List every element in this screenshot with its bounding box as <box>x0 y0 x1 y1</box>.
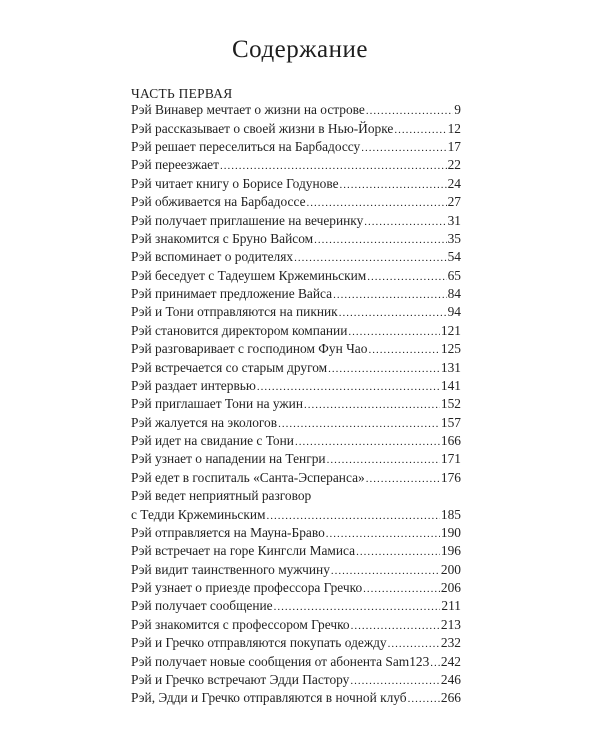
dot-leader <box>350 671 440 684</box>
toc-entry <box>131 579 461 597</box>
toc-entry-page: 54 <box>447 249 461 265</box>
toc-entry <box>131 359 461 377</box>
toc-entry-page: 84 <box>447 286 461 302</box>
toc-entry-page: 22 <box>447 157 461 173</box>
toc-entry-page: 242 <box>440 653 461 669</box>
toc-entry <box>131 377 461 395</box>
toc-entry-page: 157 <box>440 414 461 430</box>
toc-entry-page: 176 <box>440 469 461 485</box>
dot-leader <box>394 120 446 133</box>
toc-entry <box>131 561 461 579</box>
dot-leader <box>333 285 447 298</box>
toc-entry-page: 232 <box>440 635 461 651</box>
toc-entry-title: Рэй едет в госпиталь «Санта-Эсперанса» <box>131 469 365 485</box>
dot-leader <box>356 542 440 555</box>
dot-leader <box>326 524 440 537</box>
toc-entry-page: 121 <box>440 322 461 338</box>
toc-entry <box>131 340 461 358</box>
toc-entry-page: 196 <box>440 543 461 559</box>
toc-entry-page: 125 <box>440 341 461 357</box>
toc-entry <box>131 212 461 230</box>
dot-leader <box>339 303 447 316</box>
dot-leader <box>274 597 441 610</box>
toc-entry-title: Рэй вспоминает о родителях <box>131 249 294 265</box>
dot-leader <box>295 432 440 445</box>
toc-entry-title: Рэй получает сообщение <box>131 598 273 614</box>
toc-entry <box>131 469 461 487</box>
dot-leader <box>327 450 440 463</box>
toc-entry-page: 266 <box>440 690 461 706</box>
toc-entry <box>131 597 461 615</box>
toc-entry-title: Рэй знакомится с Бруно Вайсом <box>131 230 314 246</box>
toc-entry-page: 141 <box>440 377 461 393</box>
dot-leader <box>304 395 440 408</box>
dot-leader <box>257 377 440 390</box>
toc-entry <box>131 303 461 321</box>
table-of-contents <box>131 83 461 708</box>
toc-entry-title: Рэй и Тони отправляются на пикник <box>131 304 338 320</box>
toc-entry-page: 31 <box>447 212 461 228</box>
page-title: Содержание <box>232 36 368 63</box>
dot-leader <box>267 506 440 519</box>
toc-entry <box>131 689 461 707</box>
dot-leader <box>307 193 447 206</box>
toc-entry-title: Рэй приглашает Тони на ужин <box>131 396 304 412</box>
toc-entry-title: Рэй рассказывает о своей жизни в Нью-Йорке <box>131 120 394 136</box>
dot-leader <box>366 101 453 114</box>
dot-leader <box>348 322 440 335</box>
dot-leader <box>367 267 446 280</box>
dot-leader <box>366 469 440 482</box>
toc-entry-title: Рэй жалуется на экологов <box>131 414 278 430</box>
toc-entry-page: 190 <box>440 524 461 540</box>
toc-entry <box>131 414 461 432</box>
toc-entry-page: 65 <box>447 267 461 283</box>
toc-entry-title: Рэй переезжает <box>131 157 219 173</box>
toc-entry-page: 211 <box>441 598 461 614</box>
toc-entry-title: Рэй встречает на горе Кингсли Мамиса <box>131 543 356 559</box>
toc-entry-title: Рэй разговаривает с господином Фун Чао <box>131 341 368 357</box>
dot-leader <box>220 156 447 169</box>
toc-entry-title: Рэй решает переселиться на Барбадоссу <box>131 139 361 155</box>
toc-entry-title: Рэй, Эдди и Гречко отправляются в ночной клуб <box>131 690 407 706</box>
dot-leader <box>278 414 440 427</box>
toc-entry <box>131 193 461 211</box>
toc-entry-title: Рэй узнает о нападении на Тенгри <box>131 451 326 467</box>
toc-entry <box>131 395 461 413</box>
dot-leader <box>294 248 447 261</box>
toc-entry-title: Рэй знакомится с профессором Гречко <box>131 616 350 632</box>
toc-entry <box>131 267 461 285</box>
toc-entries <box>131 101 461 707</box>
toc-entry <box>131 671 461 689</box>
dot-leader <box>351 616 440 629</box>
dot-leader <box>388 634 440 647</box>
toc-entry-page: 27 <box>447 194 461 210</box>
dot-leader <box>314 230 446 243</box>
toc-entry-page: 200 <box>440 561 461 577</box>
dot-leader <box>408 689 440 702</box>
toc-entry <box>131 120 461 138</box>
toc-entry-title: Рэй получает приглашение на вечеринку <box>131 212 364 228</box>
toc-entry <box>131 322 461 340</box>
toc-entry-title: Рэй читает книгу о Борисе Годунове <box>131 175 339 191</box>
toc-entry <box>131 616 461 634</box>
toc-entry-title: Рэй встречается со старым другом <box>131 359 328 375</box>
dot-leader <box>331 561 440 574</box>
dot-leader <box>364 212 446 225</box>
toc-entry <box>131 506 461 524</box>
toc-entry <box>131 542 461 560</box>
toc-entry-page: 17 <box>447 139 461 155</box>
toc-entry <box>131 248 461 266</box>
toc-entry <box>131 432 461 450</box>
dot-leader <box>430 653 440 666</box>
toc-entry-page: 206 <box>440 580 461 596</box>
toc-entry <box>131 156 461 174</box>
toc-entry <box>131 524 461 542</box>
dot-leader <box>328 359 440 372</box>
toc-entry <box>131 285 461 303</box>
toc-entry-page: 171 <box>440 451 461 467</box>
dot-leader <box>363 579 440 592</box>
toc-entry-title: Рэй беседует с Тадеушем Кржеминьским <box>131 267 367 283</box>
toc-entry-page: 24 <box>447 175 461 191</box>
toc-entry-title: Рэй видит таинственного мужчину <box>131 561 330 577</box>
toc-entry-title: Рэй Винавер мечтает о жизни на острове <box>131 102 365 118</box>
toc-entry-title: Рэй раздает интервью <box>131 377 256 393</box>
toc-entry-page: 166 <box>440 433 461 449</box>
toc-entry-title: Рэй и Гречко отправляются покупать одежду <box>131 635 387 651</box>
toc-entry-title: Рэй отправляется на Мауна-Браво <box>131 524 325 540</box>
toc-entry-title: Рэй обживается на Барбадоссе <box>131 194 306 210</box>
toc-entry-page: 9 <box>454 102 461 118</box>
dot-leader <box>361 138 446 151</box>
toc-entry-title: Рэй и Гречко встречают Эдди Пастору <box>131 671 350 687</box>
toc-entry-page: 35 <box>447 230 461 246</box>
toc-entry-title: Рэй узнает о приезде профессора Гречко <box>131 580 363 596</box>
toc-entry <box>131 653 461 671</box>
toc-entry-page: 12 <box>447 120 461 136</box>
toc-entry <box>131 634 461 652</box>
toc-entry <box>131 175 461 193</box>
toc-entry-title: Рэй идет на свидание с Тони <box>131 433 294 449</box>
toc-entry <box>131 101 461 119</box>
toc-entry-page: 94 <box>447 304 461 320</box>
toc-entry-page: 246 <box>440 671 461 687</box>
dot-leader <box>368 340 439 353</box>
toc-entry-page: 185 <box>440 506 461 522</box>
toc-entry <box>131 450 461 468</box>
toc-entry-title: Рэй ведет неприятный разговор <box>131 488 312 504</box>
dot-leader <box>340 175 447 188</box>
toc-entry-title: Рэй принимает предложение Вайса <box>131 286 333 302</box>
toc-entry-title: Рэй становится директором компании <box>131 322 348 338</box>
toc-entry-page: 213 <box>440 616 461 632</box>
toc-entry <box>131 138 461 156</box>
toc-entry-title: с Тедди Кржеминьским <box>131 506 266 522</box>
toc-entry-page: 131 <box>440 359 461 375</box>
part-heading: ЧАСТЬ ПЕРВАЯ <box>131 86 233 101</box>
toc-entry-title: Рэй получает новые сообщения от абонента Sam123 <box>131 653 430 669</box>
toc-entry <box>131 230 461 248</box>
toc-entry-page: 152 <box>440 396 461 412</box>
